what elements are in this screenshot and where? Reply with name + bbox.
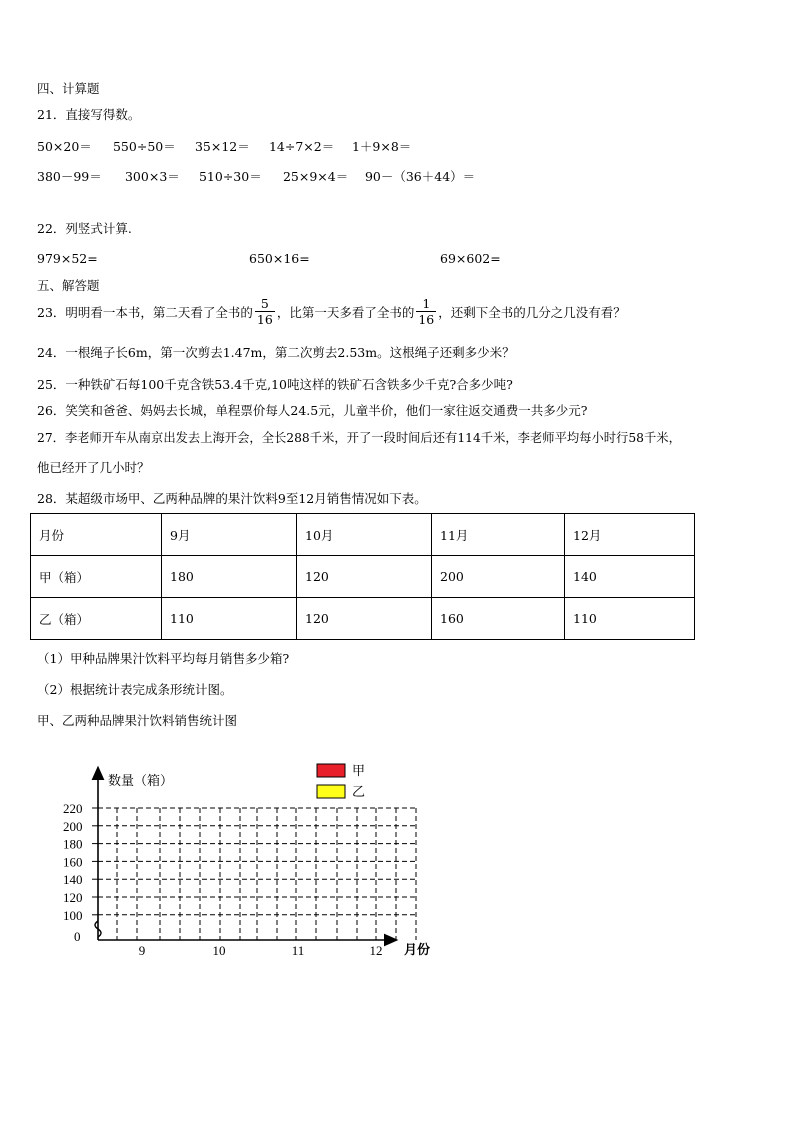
y-tick-label: 200 [63,818,83,834]
x-tick-label: 12 [369,943,383,958]
calc-item: 14÷7×2＝ [268,139,335,154]
vertical-calc-item: 650×16= [249,251,310,266]
question-28-sub-1: （1）甲种品牌果汁饮料平均每月销售多少箱? [37,651,290,666]
calc-item: 50×20＝ [37,139,92,154]
table-cell: 200 [432,556,565,598]
table-cell: 乙（箱） [31,598,162,640]
question-28-label: 28．某超级市场甲、乙两种品牌的果汁饮料9至12月销售情况如下表。 [37,491,427,506]
calc-item: 1＋9×8＝ [351,139,412,154]
y-tick-label: 180 [63,836,83,852]
fraction-numerator: 1 [422,296,431,311]
question-26: 26．笑笑和爸爸、妈妈去长城，单程票价每人24.5元，儿童半价，他们一家往返交通费一共多少元? [37,403,588,418]
legend-label-jia: 甲 [352,764,366,779]
x-axis-title: 月份 [404,943,431,958]
section-title-calculation: 四、计算题 [37,81,100,96]
question-23-text-3: ，还剩下全书的几分之几没有看？ [438,304,626,320]
legend-swatch-yi [317,785,345,798]
table-cell: 甲（箱） [31,556,162,598]
table-header-cell: 12月 [565,514,695,556]
chart-caption: 甲、乙两种品牌果汁饮料销售统计图 [37,713,238,728]
x-tick-label: 11 [291,943,305,958]
vertical-calc-item: 979×52= [37,251,98,266]
table-cell: 160 [432,598,565,640]
x-tick-labels [139,943,383,958]
table-header-cell: 10月 [297,514,432,556]
fraction-denominator: 16 [418,312,435,327]
question-23-text-1: 23．明明看一本书，第二天看了全书的 [37,304,253,320]
table-cell: 120 [297,556,432,598]
question-27-line-2: 他已经开了几小时？ [37,460,150,475]
y-tick-label: 100 [63,907,83,923]
question-21-label: 21．直接写得数。 [37,107,141,122]
question-22-label: 22．列竖式计算. [37,221,132,236]
calc-item: 550÷50＝ [112,139,176,154]
question-28-sub-2: （2）根据统计表完成条形统计图。 [37,682,233,697]
table-header-cell: 月份 [31,514,162,556]
y-tick-label: 0 [74,929,81,944]
y-tick-label: 120 [63,890,83,905]
y-tick-label: 220 [63,801,83,816]
y-tick-label: 160 [63,854,83,870]
y-tick-label: 140 [63,872,83,888]
question-24: 24．一根绳子长6m，第一次剪去1.47m，第二次剪去2.53m。这根绳子还剩多少米？ [37,345,515,360]
table-cell: 110 [162,598,297,640]
question-27-line-1: 27．李老师开车从南京出发去上海开会，全长288千米，开了一段时间后还有114千米，李老师平均每小时行58千米， [37,431,681,445]
calc-item: 25×9×4＝ [282,169,349,184]
x-tick-label: 9 [138,943,146,958]
fraction-numerator: 5 [260,296,269,311]
table-cell: 110 [565,598,695,640]
table-cell: 180 [162,556,297,598]
calc-item: 90－（36＋44）＝ [364,169,476,184]
table-cell: 140 [565,556,695,598]
table-header-cell: 11月 [432,514,565,556]
legend-swatch-jia [317,764,345,777]
chart-grid [92,808,416,940]
question-23-text-2: ，比第一天多看了全书的 [276,304,415,320]
y-tick-labels [63,801,83,944]
vertical-calc-item: 69×602= [440,251,501,266]
y-axis-title: 数量（箱） [108,774,174,789]
section-title-word-problems: 五、解答题 [37,278,100,293]
calc-item: 510÷30＝ [198,169,262,184]
x-tick-label: 10 [212,943,226,958]
question-25: 25．一种铁矿石每100千克含铁53.4千克,10吨这样的铁矿石含铁多少千克?合多少吨? [37,377,513,392]
calc-item: 35×12＝ [194,139,250,154]
table-cell: 120 [297,598,432,640]
calc-item: 380－99＝ [37,169,102,184]
calc-item: 300×3＝ [124,169,180,184]
table-header-cell: 9月 [162,514,297,556]
legend-label-yi: 乙 [352,785,366,800]
fraction-denominator: 16 [256,312,273,327]
